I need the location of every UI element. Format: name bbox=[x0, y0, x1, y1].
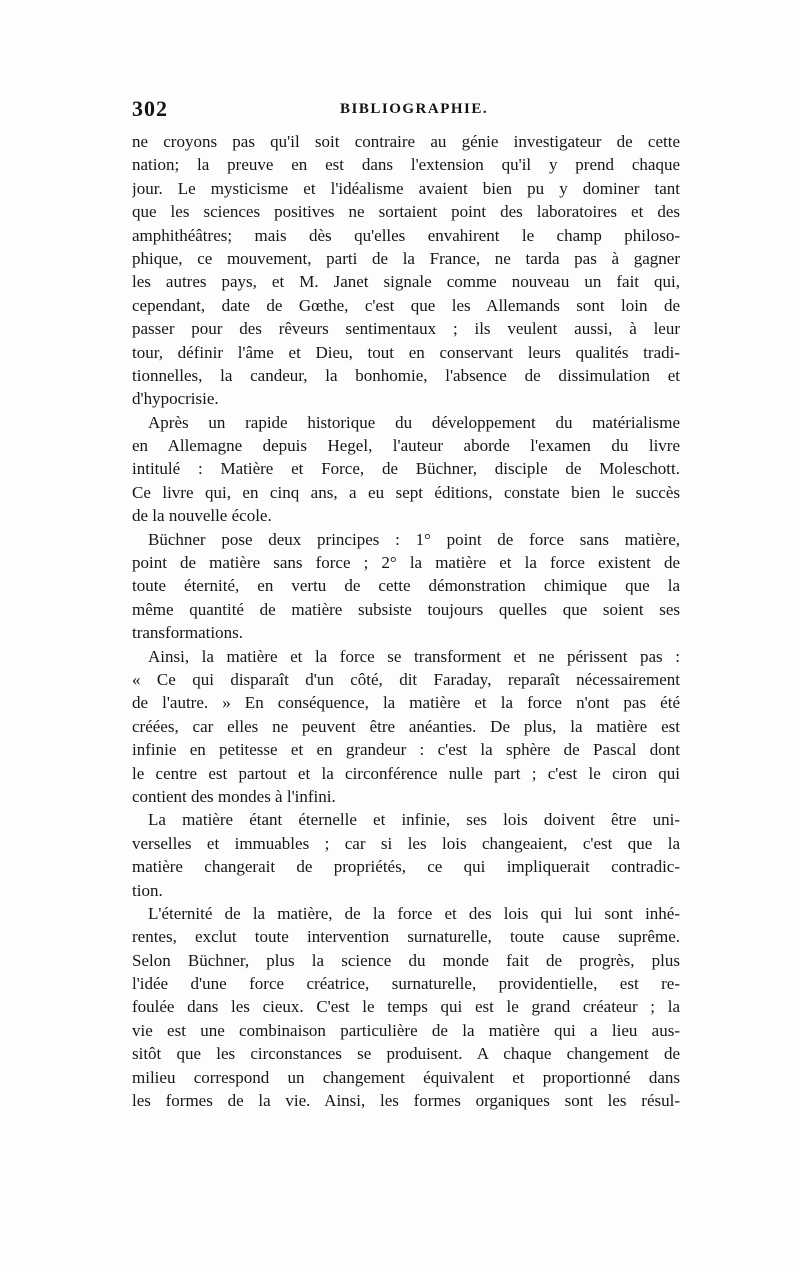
text-line: Après un rapide historique du développement du matérialisme bbox=[148, 412, 680, 432]
text-line: passer pour des rêveurs sentimentaux ; ils veulent aussi, à leur bbox=[132, 319, 680, 339]
text-line: contient des mondes à l'infini. bbox=[132, 786, 336, 806]
text-line: transformations. bbox=[132, 623, 243, 643]
text-line: verselles et immuables ; car si les lois changeaient, c'est que la bbox=[132, 833, 680, 853]
text-line: L'éternité de la matière, de la force et des lois qui lui sont inhé- bbox=[148, 903, 680, 923]
text-line: tionnelles, la candeur, la bonhomie, l'absence de dissimulation et bbox=[132, 365, 680, 385]
text-line: ne croyons pas qu'il soit contraire au génie investigateur de cette bbox=[132, 132, 680, 151]
running-title: BIBLIOGRAPHIE. bbox=[340, 101, 489, 117]
text-line: le centre est partout et la circonférence nulle part ; c'est le ciron qui bbox=[132, 763, 680, 783]
running-header bbox=[132, 96, 680, 126]
paragraph-5 bbox=[132, 808, 680, 902]
text-line: les autres pays, et M. Janet signale comme nouveau un fait qui, bbox=[132, 272, 680, 292]
text-line: créées, car elles ne peuvent être anéanties. De plus, la matière est bbox=[132, 716, 680, 736]
text-line: de l'autre. » En conséquence, la matière et la force n'ont pas été bbox=[132, 693, 680, 713]
paragraph-4 bbox=[132, 645, 680, 809]
text-line: Ce livre qui, en cinq ans, a eu sept éditions, constate bien le succès bbox=[132, 482, 680, 502]
text-line: milieu correspond un changement équivalent et proportionné dans bbox=[132, 1067, 680, 1087]
text-line: tour, définir l'âme et Dieu, tout en conservant leurs qualités tradi- bbox=[132, 342, 680, 362]
text-line: La matière étant éternelle et infinie, ses lois doivent être uni- bbox=[148, 810, 680, 830]
text-line: matière changerait de propriétés, ce qui impliquerait contradic- bbox=[132, 857, 680, 877]
text-line: cependant, date de Gœthe, c'est que les Allemands sont loin de bbox=[132, 295, 680, 315]
text-line: Selon Büchner, plus la science du monde fait de progrès, plus bbox=[132, 950, 680, 970]
text-line: phique, ce mouvement, parti de la France, ne tarda pas à gagner bbox=[132, 248, 680, 268]
paragraph-6 bbox=[132, 902, 680, 1113]
text-line: même quantité de matière subsiste toujours quelles que soient ses bbox=[132, 599, 680, 619]
text-line: toute éternité, en vertu de cette démonstration chimique que la bbox=[132, 576, 680, 596]
text-line: infinie en petitesse et en grandeur : c'est la sphère de Pascal dont bbox=[132, 740, 680, 760]
text-line: nation; la preuve en est dans l'extension qu'il y prend chaque bbox=[132, 155, 680, 175]
text-line: l'idée d'une force créatrice, surnaturelle, providentielle, est re- bbox=[132, 974, 680, 994]
text-line: les formes de la vie. Ainsi, les formes organiques sont les résul- bbox=[132, 1091, 680, 1111]
text-line: Büchner pose deux principes : 1° point de force sans matière, bbox=[148, 529, 680, 549]
text-line: vie est une combinaison particulière de la matière qui a lieu aus- bbox=[132, 1020, 680, 1040]
text-line: d'hypocrisie. bbox=[132, 389, 219, 409]
paragraph-3 bbox=[132, 528, 680, 645]
text-line: de la nouvelle école. bbox=[132, 506, 272, 526]
text-line: « Ce qui disparaît d'un côté, dit Faraday, reparaît nécessairement bbox=[132, 669, 680, 689]
page-number: 302 bbox=[132, 96, 168, 121]
text-line: que les sciences positives ne sortaient point des laboratoires et des bbox=[132, 202, 680, 222]
text-line: tion. bbox=[132, 880, 163, 900]
text-line: Ainsi, la matière et la force se transforment et ne périssent pas : bbox=[148, 646, 680, 666]
text-line: intitulé : Matière et Force, de Büchner, disciple de Moleschott. bbox=[132, 459, 680, 479]
text-line: amphithéâtres; mais dès qu'elles envahirent le champ philoso- bbox=[132, 225, 680, 245]
text-line: point de matière sans force ; 2° la matière et la force existent de bbox=[132, 553, 680, 573]
paragraph-2 bbox=[132, 411, 680, 528]
text-line: jour. Le mysticisme et l'idéalisme avaient bien pu y dominer tant bbox=[132, 178, 680, 198]
text-line: sitôt que les circonstances se produisent. A chaque changement de bbox=[132, 1044, 680, 1064]
text-line: en Allemagne depuis Hegel, l'auteur aborde l'examen du livre bbox=[132, 436, 680, 456]
body-text bbox=[132, 130, 680, 1112]
paragraph-1 bbox=[132, 130, 680, 411]
text-line: rentes, exclut toute intervention surnaturelle, toute cause suprême. bbox=[132, 927, 680, 947]
text-line: foulée dans les cieux. C'est le temps qui est le grand créateur ; la bbox=[132, 997, 680, 1017]
